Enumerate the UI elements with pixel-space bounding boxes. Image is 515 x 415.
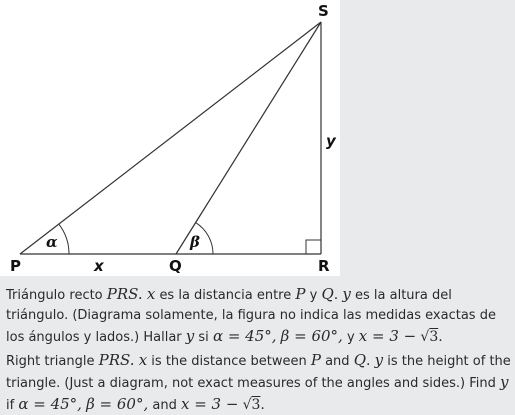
x-equation: x = 3 − <box>358 327 417 345</box>
text-run: Right triangle <box>6 354 95 369</box>
side-label-x: x <box>94 257 104 275</box>
period: . <box>438 329 443 345</box>
side-qs <box>176 22 321 254</box>
text-run: and <box>152 398 177 413</box>
side-ps <box>20 22 321 254</box>
alpha-equation: α = 45°, <box>212 327 277 345</box>
triangle-name: PRS. <box>98 351 135 369</box>
beta-equation: β = 60°, <box>280 327 343 345</box>
x-equation: x = 3 − <box>180 395 239 413</box>
angle-label-alpha: α <box>46 233 58 251</box>
vertex-label-q: Q <box>169 257 182 275</box>
text-run: is the distance between <box>151 354 307 369</box>
period: . <box>260 397 265 413</box>
var-q: Q <box>353 351 367 369</box>
var-x: x <box>146 285 156 303</box>
var-y: y <box>185 327 195 345</box>
sqrt-symbol: √ <box>242 397 252 413</box>
var-y: y <box>500 373 509 391</box>
var-x: x <box>138 351 148 369</box>
var-y: y <box>374 351 384 369</box>
english-problem-text <box>6 350 511 415</box>
sqrt-radicand: 3 <box>429 329 439 345</box>
spanish-problem-text <box>6 284 511 348</box>
vertex-label-s: S <box>318 2 329 20</box>
side-label-y: y <box>326 132 336 150</box>
sqrt-symbol: √ <box>420 329 430 345</box>
text-run: and <box>325 354 350 369</box>
text-run: es la altura del triángulo. (Diagrama solamente, la figura no indica las medidas exactas de los ángulos y lados.) Hallar <box>6 288 496 345</box>
var-p: P <box>310 351 321 369</box>
right-angle-marker <box>306 240 321 254</box>
triangle-name: PRS. <box>106 285 143 303</box>
vertex-label-p: P <box>10 257 21 275</box>
text-run: y <box>346 330 355 345</box>
triangle-diagram <box>0 0 340 276</box>
alpha-equation: α = 45°, <box>18 395 82 413</box>
triangle-figure <box>0 0 340 276</box>
text-run: es la distancia entre <box>159 288 292 303</box>
text-run: si <box>198 330 209 345</box>
var-p: P <box>295 285 306 303</box>
vertex-label-r: R <box>318 257 330 275</box>
period: . <box>366 353 371 369</box>
sqrt-radicand: 3 <box>251 397 261 413</box>
text-run: is the height of the triangle. (Just a diagram, not exact measures of the angles and sides.) Find <box>6 354 511 391</box>
period: . <box>333 287 339 303</box>
angle-label-beta: β <box>190 233 200 251</box>
text-run: Triángulo recto <box>6 288 103 303</box>
var-q: Q <box>321 285 334 303</box>
angle-arc-alpha <box>59 224 69 254</box>
var-y: y <box>342 285 351 303</box>
beta-equation: β = 60°, <box>86 395 149 413</box>
text-run: if <box>6 398 15 413</box>
text-run: y <box>309 288 318 303</box>
